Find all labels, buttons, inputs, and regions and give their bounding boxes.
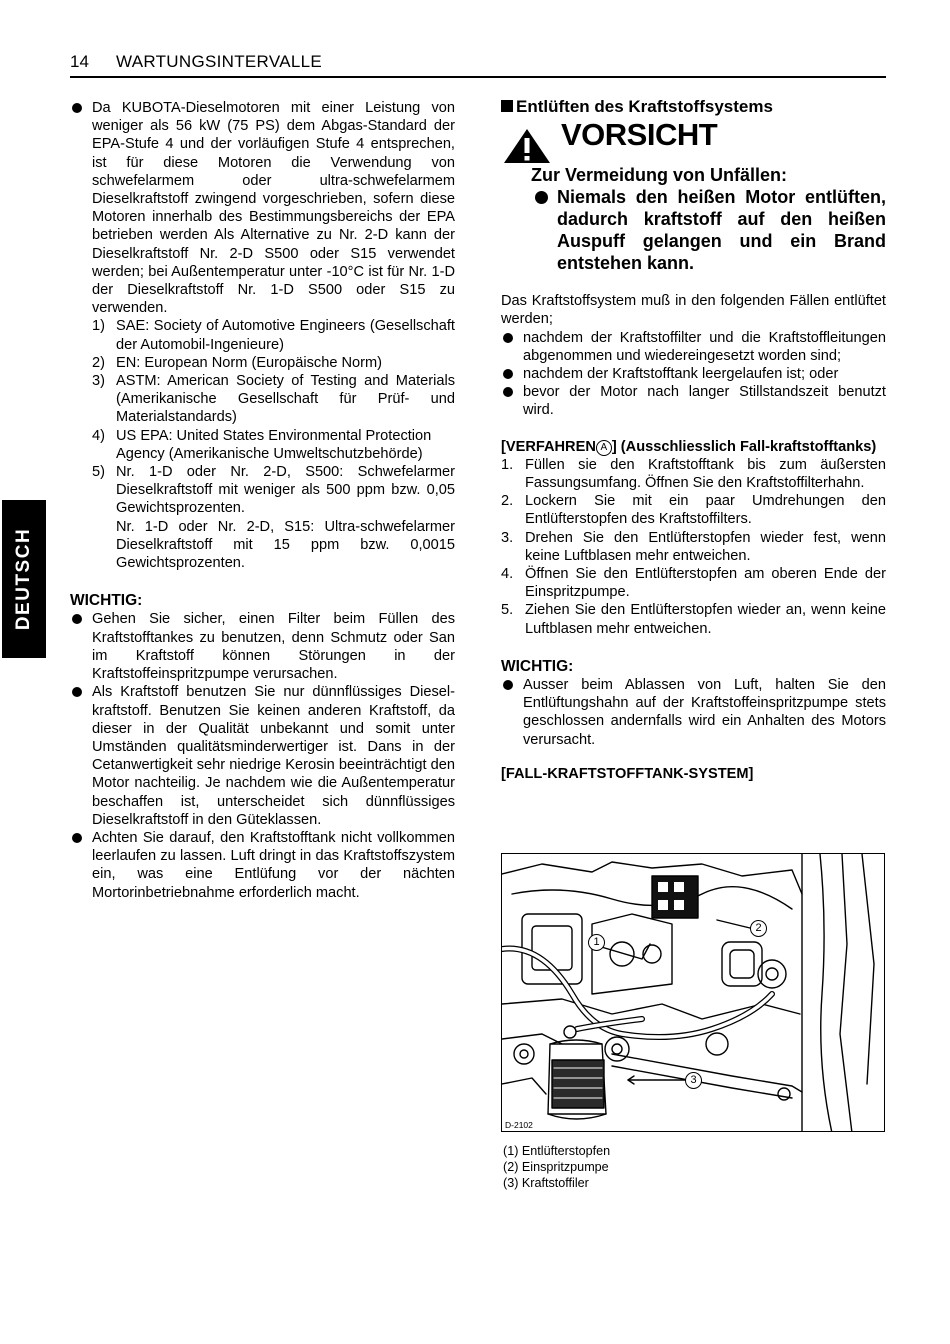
caption-item: (3) Kraftstoffiler — [503, 1176, 589, 1190]
case-item: bevor der Motor nach langer Stillstandszeit benutzt wird. — [501, 383, 886, 419]
right-column — [501, 98, 886, 783]
caption-item: (2) Einspritzpumpe — [503, 1160, 609, 1174]
language-tab — [2, 500, 46, 658]
footnote-item: 1) SAE: Society of Automotive Engineers (Gesellschaft der Automobil-Ingenieure) — [92, 318, 455, 353]
figure-captions — [503, 1143, 610, 1191]
wichtig-item: Achten Sie darauf, den Kraftstofftank nicht vollkommen leerlaufen zu lassen. Luft dringt in das Kraftstoffszystem ein, was eine Entlüfung vor der nächten Mortorinbetriebnahme erforderlich macht. — [70, 829, 455, 902]
procedure-step: 3. Drehen Sie den Entlüfterstopfen wieder fest, wenn keine Luftblasen mehr entweichen. — [501, 529, 886, 564]
footnote-item: 4) US EPA: United States Environmental Protection Agency (Amerikanische Umweltschutzbehörde) — [92, 427, 432, 462]
page-title: WARTUNGSINTERVALLE — [116, 52, 322, 71]
procedure-step: 5. Ziehen Sie den Entlüfterstopfen wieder an, wenn keine Luftblasen mehr entweichen. — [501, 602, 886, 637]
figure-code: D-2102 — [505, 1120, 533, 1130]
wichtig-item: Als Kraftstoff benutzen Sie nur dünnflüssiges Dieselkraftstoff. Benutzen Sie keinen anderen Kraftstoff, da dieser in der Qualität unbekannt und somit unter Umständen qualitätsminderwertiger ist. Dans in der Cetanwertigkeit sehr niedrige Kerosin beeinträchtigt den Motor nachteilig. Je nachdem wie die Außentemperatur beschaffen ist, unterscheidet sich dünnflüssiges Dieselkraftstoff in den Güteklassen. — [70, 683, 455, 829]
caution-banner — [501, 117, 886, 164]
caution-title: Zur Vermeidung von Unfällen: — [531, 165, 788, 186]
wichtig-heading: WICHTIG: — [70, 592, 143, 610]
section-title: Entlüften des Kraftstoffsystems — [501, 98, 886, 116]
footnote-item: 3) ASTM: American Society of Testing and Materials (Amerikanische Gesellschaft für Prüf- und Materialstandards) — [92, 373, 455, 426]
intro-paragraph: Das Kraftstoffsystem muß in den folgenden Fällen entlüftet werden; — [501, 293, 886, 328]
square-bullet-icon — [501, 100, 513, 112]
callout-2: 2 — [750, 920, 767, 937]
callout-1: 1 — [588, 934, 605, 951]
callout-3: 3 — [685, 1072, 702, 1089]
engine-line-drawing — [502, 854, 885, 1132]
left-column — [70, 99, 455, 902]
procedure-step: 1. Füllen sie den Kraftstofftank bis zum äußersten Fassungsumfang. Öffnen Sie den Kraftstoffilterhahn. — [501, 456, 886, 492]
case-item: nachdem der Kraftstofftank leergelaufen ist; oder — [501, 365, 886, 383]
engine-diagram — [501, 853, 885, 1132]
caption-item: (1) Entlüfterstopfen — [503, 1144, 611, 1158]
page-header — [70, 50, 886, 78]
figure-title: [FALL-KRAFTSTOFFTANK-SYSTEM] — [501, 765, 754, 782]
fuel-requirement-paragraph: Da KUBOTA-Dieselmotoren mit einer Leistung von weniger als 56 kW (75 PS) dem Abgas-Standard der EPA-Stufe 4 und der vorläufigen Stufe 4 entsprechen, ist für diese Motoren die Verwendung von schwefelarmem oder ultra-schwefelarmem Dieselkraftstoff zwingend vorgeschrieben, sofern diese Motoren innerhalb des Bestimmungsbereichs der EPA betrieben werden Als Alternative zu Nr. 2-D kann der Dieselkraftstoff Nr. 2-D S500 oder S15 verwendet werden; bei Außentemperatur unter -10°C ist für Nr. 1-D der Dieselkraftstoff Nr. 1-D S500 oder S15 zu verwenden. — [70, 99, 455, 317]
wichtig-item: Ausser beim Ablassen von Luft, halten Sie den Entlüftungshahn auf der Kraftstoffeinspritzpumpe stets geschlossen andernfalls wird ein Anhalten des Motors verursacht. — [501, 676, 886, 749]
procedure-step: 4. Öffnen Sie den Entlüfterstopfen am oberen Ende der Einspritzpumpe. — [501, 566, 886, 601]
case-item: nachdem der Kraftstoffilter und die Kraftstoffleitungen abgenommen und wiedereingesetzt worden sind; — [501, 329, 886, 365]
footnote-list — [92, 317, 455, 572]
caution-word: VORSICHT — [561, 117, 718, 153]
procedure-heading: [VERFAHREN A ] (Ausschliesslich Fall-kraftstofftanks) — [501, 438, 877, 455]
footnote-item: 2) EN: European Norm (Europäische Norm) — [92, 354, 383, 371]
language-tab-label: DEUTSCH — [13, 527, 34, 631]
wichtig-heading: WICHTIG: — [501, 657, 574, 675]
page-number: 14 — [70, 52, 89, 71]
circled-a-marker: A — [596, 440, 612, 456]
footnote-item: 5) Nr. 1-D oder Nr. 2-D, S500: Schwefelarmer Dieselkraftstoff mit weniger als 500 ppm bzw. 0,05 Gewichtsprozenten. Nr. 1-D oder Nr. 2-D, S15: Ultra-schwefelarmer Dieselkraftstoff mit 15 ppm bzw. 0,0015 Gewichtsprozenten. — [92, 464, 455, 572]
warning-triangle-icon — [503, 128, 551, 164]
wichtig-item: Gehen Sie sicher, einen Filter beim Füllen des Kraftstofftankes zu benutzen, denn Schmutz oder San im Kraftstoff können Störungen in der Kraftstoffeinspritzpumpe verursachen. — [70, 610, 455, 683]
caution-item: Niemals den heißen Motor entlüften, dadurch kraftstoff auf den heißen Auspuff gelangen und ein Brand entstehen kann. — [501, 186, 886, 274]
procedure-step: 2. Lockern Sie mit ein paar Umdrehungen den Entlüfterstopfen des Kraftstoffilters. — [501, 493, 886, 528]
procedure-steps — [501, 456, 886, 638]
